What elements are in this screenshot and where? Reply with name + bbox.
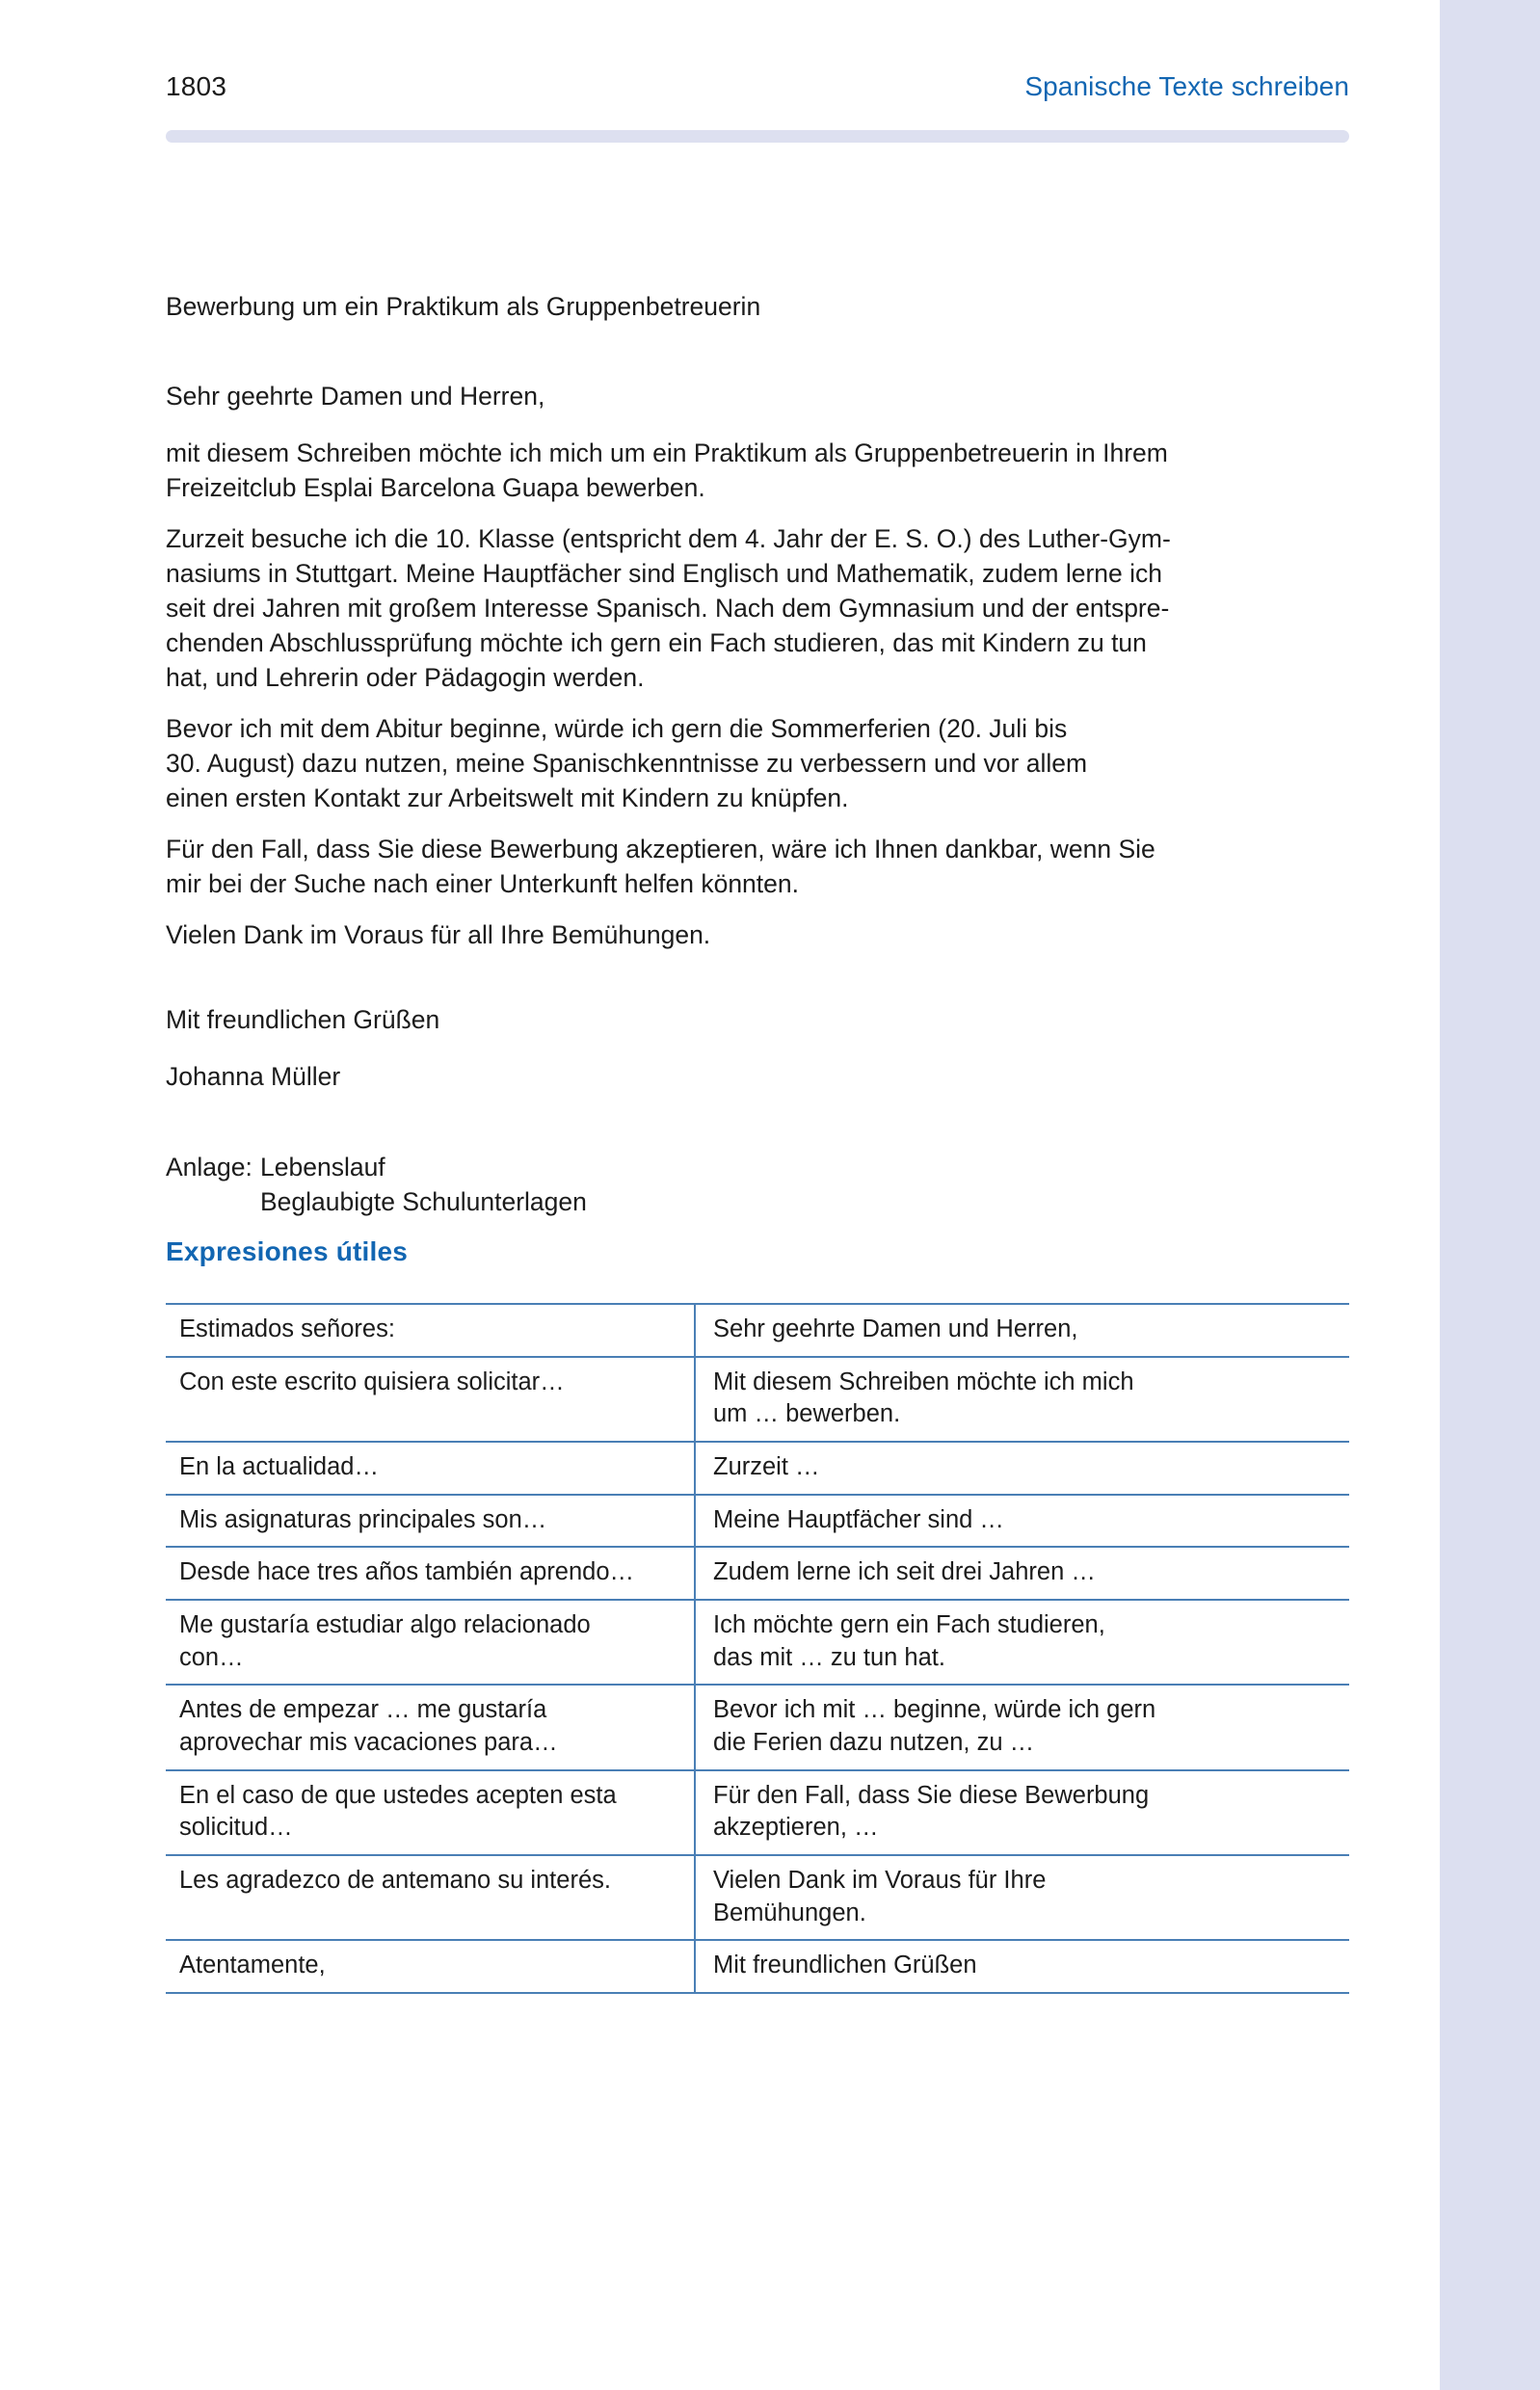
cell-line: Bemühungen. [713,1899,866,1926]
expression-german-cell [695,1685,1349,1769]
letter-paragraph-4 [166,832,1353,901]
page-margin-band [1440,0,1540,2390]
cell-line: Zurzeit … [713,1452,820,1480]
page-number: 1803 [166,71,227,101]
letter-signature: Johanna Müller [166,1061,341,1091]
paragraph-2-line-3: seit drei Jahren mit großem Interesse Spanisch. Nach dem Gymnasium und der entspre- [166,594,1170,624]
letter-body [166,289,1353,1219]
cell-line: Vielen Dank im Voraus für Ihre [713,1866,1047,1894]
letter-salutation: Sehr geehrte Damen und Herren, [166,382,545,412]
paragraph-2-line-2: nasiums in Stuttgart. Meine Hauptfächer sind Englisch und Mathematik, zudem lerne ich [166,559,1163,589]
cell-line: Mis asignaturas principales son… [179,1505,547,1533]
expression-german-cell [695,1600,1349,1685]
attachment-item: Lebenslauf [260,1152,385,1182]
expression-german-cell [695,1940,1349,1993]
table-row [166,1442,1349,1495]
cell-line: Antes de empezar … me gustaría [179,1696,547,1724]
cell-line: Mit diesem Schreiben möchte ich mich [713,1368,1134,1395]
expression-spanish-cell [166,1304,695,1357]
table-row [166,1940,1349,1993]
paragraph-3-line-1: Bevor ich mit dem Abitur beginne, würde ich gern die Sommerferien (20. Juli bis [166,714,1068,744]
attachment-list [260,1150,587,1219]
cell-line: Zudem lerne ich seit drei Jahren … [713,1558,1096,1586]
cell-line: En el caso de que ustedes acepten esta [179,1781,617,1809]
paragraph-2-line-5: hat, und Lehrerin oder Pädagogin werden. [166,663,645,693]
table-row [166,1855,1349,1940]
running-head [166,71,1349,110]
cell-line: Atentamente, [179,1952,326,1979]
cell-line: Me gustaría estudiar algo relacionado [179,1610,591,1638]
cell-line: um … bewerben. [713,1400,901,1428]
cell-line: akzeptieren, … [713,1814,879,1842]
cell-line: das mit … zu tun hat. [713,1643,945,1671]
cell-line: Sehr geehrte Damen und Herren, [713,1315,1078,1342]
cell-line: Estimados señores: [179,1315,395,1342]
expression-german-cell [695,1442,1349,1495]
table-row [166,1685,1349,1769]
cell-line: Bevor ich mit … beginne, würde ich gern [713,1696,1156,1724]
letter-paragraph-2 [166,521,1353,695]
header-divider-rule [166,130,1349,143]
table-row [166,1770,1349,1855]
cell-line: Con este escrito quisiera solicitar… [179,1368,565,1395]
table-row [166,1600,1349,1685]
paragraph-4-line-2: mir bei der Suche nach einer Unterkunft helfen könnten. [166,869,800,899]
expression-spanish-cell [166,1547,695,1600]
cell-line: Les agradezco de antemano su interés. [179,1866,611,1894]
cell-line: Mit freundlichen Grüßen [713,1952,977,1979]
cell-line: Für den Fall, dass Sie diese Bewerbung [713,1781,1150,1809]
expression-german-cell [695,1855,1349,1940]
paragraph-1-line-1: mit diesem Schreiben möchte ich mich um ein Praktikum als Gruppenbetreuerin in Ihrem [166,438,1168,468]
table-row [166,1304,1349,1357]
expression-german-cell [695,1304,1349,1357]
cell-line: die Ferien dazu nutzen, zu … [713,1728,1035,1756]
paragraph-1-line-2: Freizeitclub Esplai Barcelona Guapa bewerben. [166,473,705,503]
cell-line: Desde hace tres años también aprendo… [179,1558,635,1586]
expression-spanish-cell [166,1685,695,1769]
letter-paragraph-1 [166,436,1353,505]
expressions-table [166,1303,1349,1994]
attachment-item: Beglaubigte Schulunterlagen [260,1186,587,1216]
attachment-block [166,1150,1353,1219]
attachment-label: Anlage: [166,1152,252,1182]
expression-spanish-cell [166,1495,695,1548]
expressions-table-body [166,1304,1349,1993]
cell-line: Meine Hauptfächer sind … [713,1505,1004,1533]
expression-spanish-cell [166,1357,695,1442]
expression-spanish-cell [166,1600,695,1685]
expression-german-cell [695,1495,1349,1548]
expression-spanish-cell [166,1442,695,1495]
expression-spanish-cell [166,1855,695,1940]
letter-subject-line: Bewerbung um ein Praktikum als Gruppenbetreuerin [166,292,761,321]
cell-line: En la actualidad… [179,1452,379,1480]
paragraph-2-line-1: Zurzeit besuche ich die 10. Klasse (entspricht dem 4. Jahr der E. S. O.) des Luther-Gym- [166,524,1171,554]
letter-paragraph-5: Vielen Dank im Voraus für all Ihre Bemühungen. [166,920,711,950]
expression-german-cell [695,1770,1349,1855]
running-head-title: Spanische Texte schreiben [1024,71,1349,101]
cell-line: con… [179,1643,244,1671]
table-row [166,1495,1349,1548]
table-row [166,1547,1349,1600]
table-row [166,1357,1349,1442]
paragraph-2-line-4: chenden Abschlussprüfung möchte ich gern ein Fach studieren, das mit Kindern zu tun [166,628,1147,658]
letter-paragraph-3 [166,711,1353,815]
paragraph-3-line-2: 30. August) dazu nutzen, meine Spanischkenntnisse zu verbessern und vor allem [166,749,1088,779]
letter-closing: Mit freundlichen Grüßen [166,1005,440,1035]
expressions-heading: Expresiones útiles [166,1236,409,1266]
expression-german-cell [695,1357,1349,1442]
cell-line: aprovechar mis vacaciones para… [179,1728,558,1756]
expression-german-cell [695,1547,1349,1600]
paragraph-3-line-3: einen ersten Kontakt zur Arbeitswelt mit Kindern zu knüpfen. [166,783,849,813]
paragraph-4-line-1: Für den Fall, dass Sie diese Bewerbung akzeptieren, wäre ich Ihnen dankbar, wenn Sie [166,835,1155,864]
cell-line: Ich möchte gern ein Fach studieren, [713,1610,1105,1638]
expression-spanish-cell [166,1770,695,1855]
expression-spanish-cell [166,1940,695,1993]
cell-line: solicitud… [179,1814,293,1842]
